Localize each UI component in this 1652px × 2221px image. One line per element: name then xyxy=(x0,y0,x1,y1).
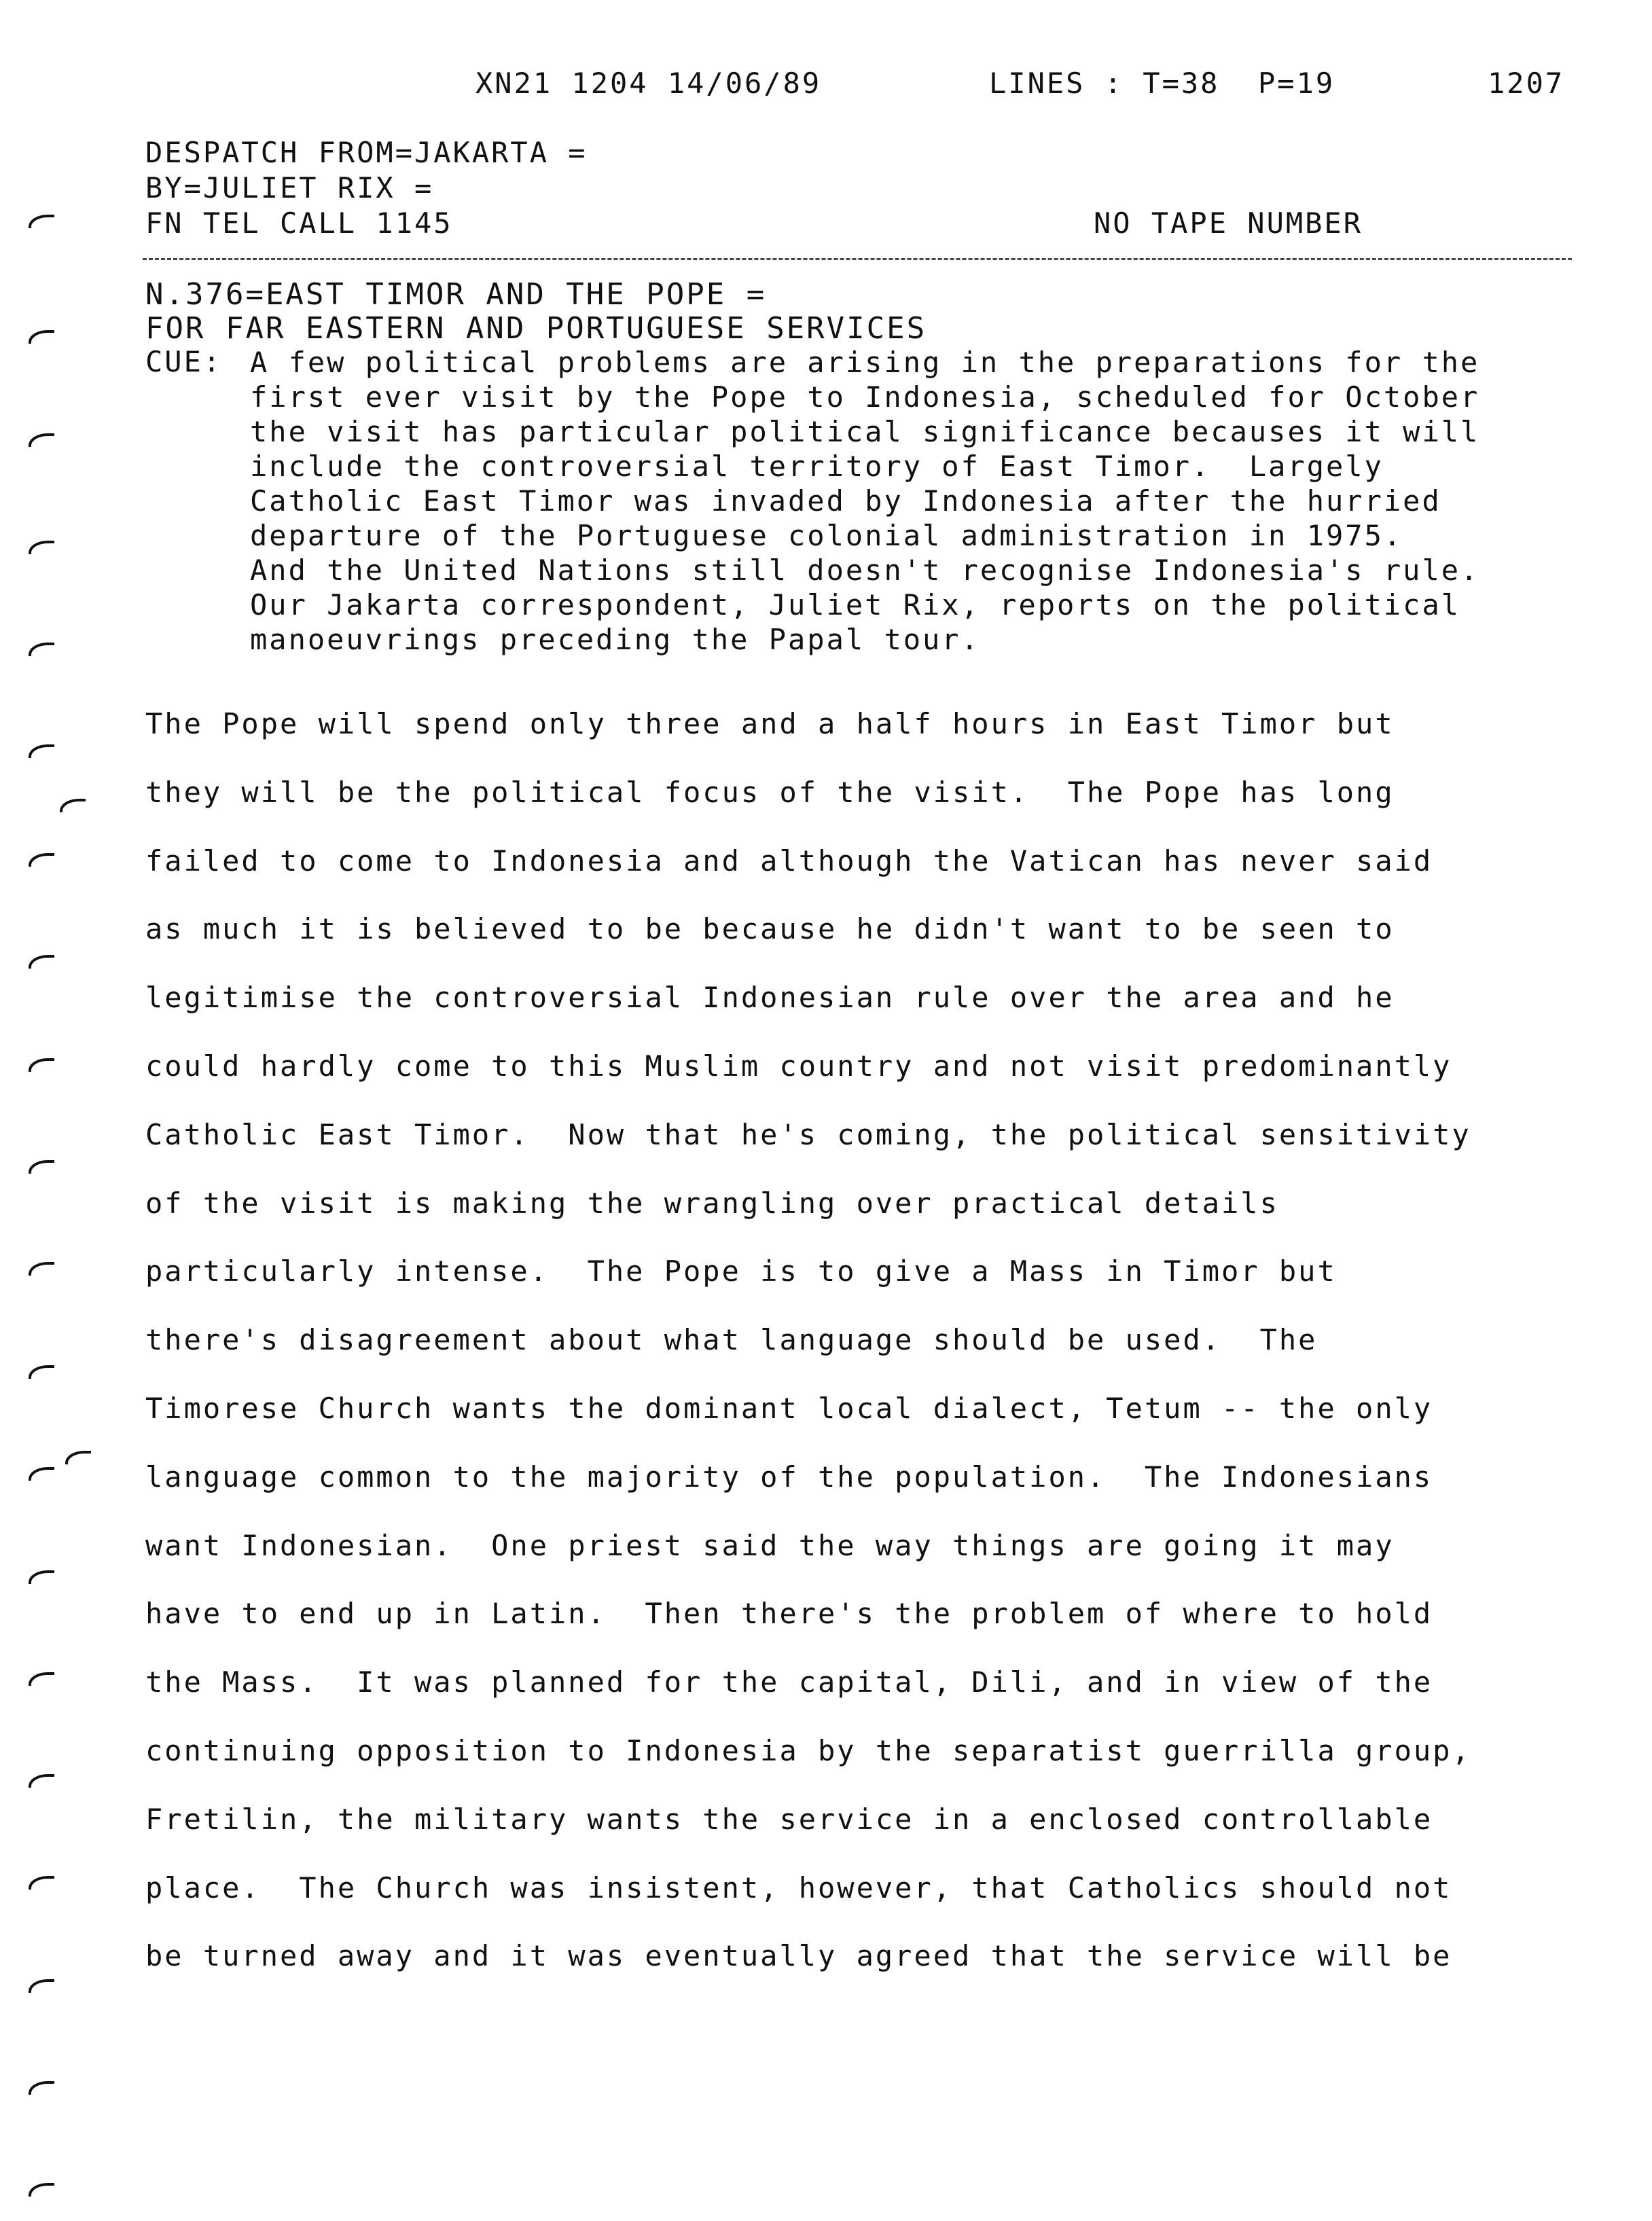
body-line: as much it is believed to be because he didn't want to be seen to xyxy=(145,912,1395,946)
cue-line: departure of the Portuguese colonial administration in 1975. xyxy=(250,519,1403,552)
body-line: Catholic East Timor. Now that he's coming, the political sensitivity xyxy=(145,1117,1471,1151)
cue-line: first ever visit by the Pope to Indonesia, scheduled for October xyxy=(250,380,1480,414)
story-services: FOR FAR EASTERN AND PORTUGUESE SERVICES xyxy=(145,311,927,346)
body-line: continuing opposition to Indonesia by the separatist guerrilla group, xyxy=(145,1733,1471,1767)
cue-text xyxy=(250,345,1581,657)
margin-mark xyxy=(29,1876,54,1890)
body-line: the Mass. It was planned for the capital, Dili, and in view of the xyxy=(145,1665,1433,1699)
margin-mark xyxy=(29,541,54,554)
body-line: legitimise the controversial Indonesian rule over the area and he xyxy=(145,981,1395,1015)
margin-mark xyxy=(29,1160,54,1174)
body-line: particularly intense. The Pope is to give a Mass in Timor but xyxy=(145,1254,1337,1288)
margin-mark xyxy=(29,1365,54,1379)
margin-mark xyxy=(29,2183,54,2197)
margin-mark xyxy=(29,330,54,344)
cue-line: Catholic East Timor was invaded by Indonesia after the hurried xyxy=(250,484,1441,518)
margin-mark xyxy=(29,1570,54,1584)
margin-mark xyxy=(29,853,54,867)
cue-line: manoeuvrings preceding the Papal tour. xyxy=(250,623,980,656)
cue-line: include the controversial territory of East Timor. Largely xyxy=(250,450,1384,483)
body-line: they will be the political focus of the visit. The Pope has long xyxy=(145,775,1395,809)
margin-mark xyxy=(29,1979,54,1993)
cue-label: CUE: xyxy=(145,345,223,378)
margin-mark xyxy=(60,799,86,812)
cue-line: Our Jakarta correspondent, Juliet Rix, reports on the political xyxy=(250,588,1461,621)
body-line: could hardly come to this Muslim country and not visit predominantly xyxy=(145,1049,1452,1083)
divider xyxy=(143,258,1572,260)
margin-mark xyxy=(29,1262,54,1276)
story-body xyxy=(145,690,1585,1991)
despatch-from: DESPATCH FROM=JAKARTA = xyxy=(145,136,588,169)
margin-mark xyxy=(29,215,54,228)
margin-mark xyxy=(65,1451,91,1464)
despatch-by: BY=JULIET RIX = xyxy=(145,171,434,204)
body-line: language common to the majority of the population. The Indonesians xyxy=(145,1460,1433,1494)
margin-mark xyxy=(29,643,54,656)
tape-number: NO TAPE NUMBER xyxy=(1094,206,1363,240)
margin-mark xyxy=(29,1774,54,1788)
body-line: there's disagreement about what language should be used. The xyxy=(145,1323,1318,1357)
body-line: have to end up in Latin. Then there's the problem of where to hold xyxy=(145,1597,1433,1631)
cue-line: A few political problems are arising in the preparations for the xyxy=(250,346,1480,379)
margin-mark xyxy=(29,744,54,758)
body-line: Timorese Church wants the dominant local dialect, Tetum -- the only xyxy=(145,1391,1433,1425)
cue-line: the visit has particular political significance becauses it will xyxy=(250,415,1480,448)
header-number: 1207 xyxy=(1488,67,1565,100)
margin-mark xyxy=(29,955,54,969)
body-line: of the visit is making the wrangling over practical details xyxy=(145,1186,1279,1220)
margin-mark xyxy=(29,2081,54,2095)
margin-mark xyxy=(29,1467,54,1481)
cue-line: And the United Nations still doesn't recognise Indonesia's rule. xyxy=(250,554,1480,587)
margin-mark xyxy=(29,433,54,447)
body-line: place. The Church was insistent, however, that Catholics should not xyxy=(145,1871,1452,1904)
body-line: be turned away and it was eventually agreed that the service will be xyxy=(145,1939,1452,1973)
body-line: failed to come to Indonesia and although the Vatican has never said xyxy=(145,844,1433,878)
body-line: The Pope will spend only three and a half hours in East Timor but xyxy=(145,707,1395,740)
story-title: N.376=EAST TIMOR AND THE POPE = xyxy=(145,277,767,312)
margin-mark xyxy=(29,1058,54,1072)
header-id: XN21 1204 14/06/89 xyxy=(475,67,822,100)
body-line: Fretilin, the military wants the service in a enclosed controllable xyxy=(145,1802,1433,1836)
margin-mark xyxy=(29,1672,54,1686)
despatch-call: FN TEL CALL 1145 xyxy=(145,206,453,240)
header-lines: LINES : T=38 P=19 xyxy=(989,67,1335,100)
body-line: want Indonesian. One priest said the way things are going it may xyxy=(145,1528,1395,1562)
